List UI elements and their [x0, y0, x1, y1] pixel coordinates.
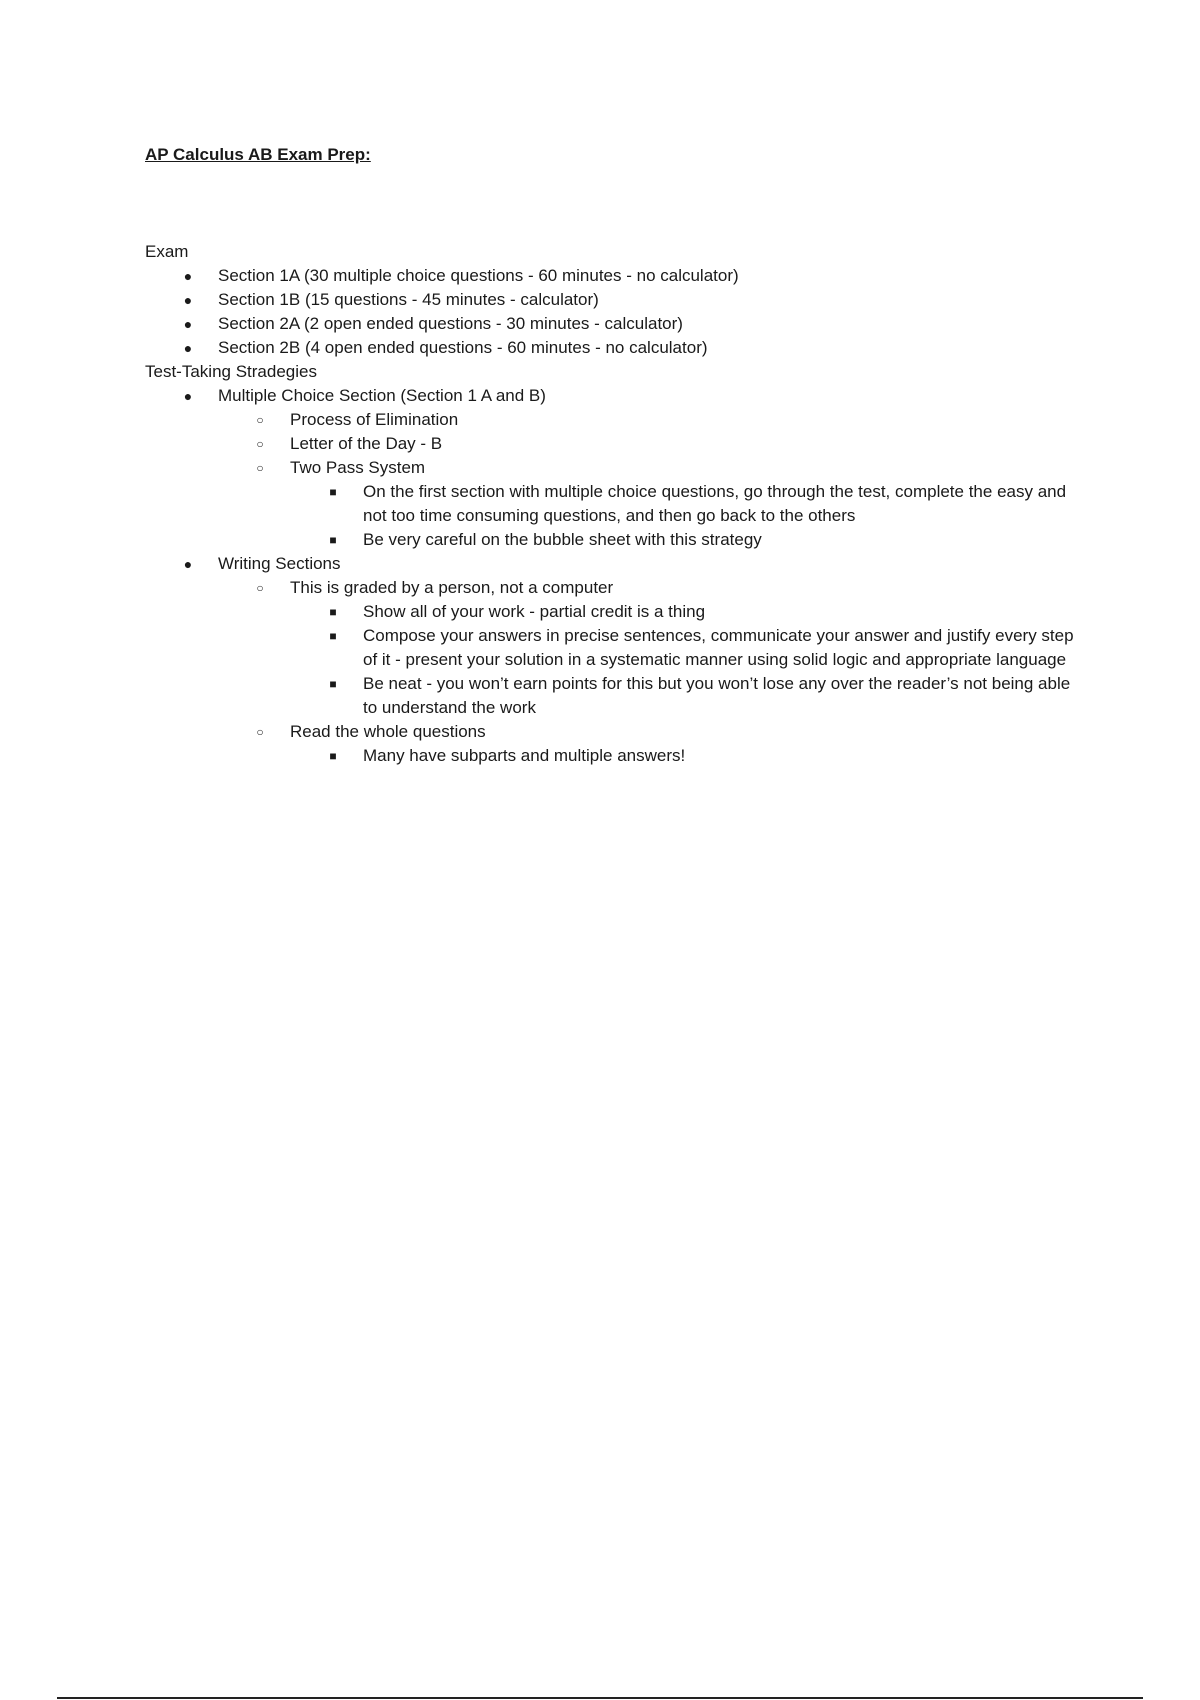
bullet-disc-icon: ●: [183, 316, 193, 332]
list-item: ■ Many have subparts and multiple answers!: [145, 744, 1085, 768]
strategies-list: [145, 384, 1085, 768]
list-item: ○ Read the whole questions: [145, 720, 1085, 744]
document-title: AP Calculus AB Exam Prep:: [145, 145, 371, 164]
list-item: ● Section 1A (30 multiple choice questions - 60 minutes - no calculator): [145, 264, 1085, 288]
list-item: ○ Process of Elimination: [145, 408, 1085, 432]
list-item: ○ This is graded by a person, not a computer: [145, 576, 1085, 600]
bullet-square-icon: ■: [329, 629, 337, 643]
exam-heading: Exam: [145, 242, 189, 261]
bullet-disc-icon: ●: [183, 292, 193, 308]
list-item: ■ Compose your answers in precise sentences, communicate your answer and justify every step of it - present your solution in a systematic manner using solid logic and appropriate language: [145, 624, 1085, 672]
list-item: ■ Be neat - you won’t earn points for this but you won’t lose any over the reader’s not being able to understand the work: [145, 672, 1085, 720]
bullet-circle-icon: ○: [256, 437, 264, 451]
strategies-heading: Test-Taking Stradegies: [145, 362, 317, 381]
bullet-square-icon: ■: [329, 485, 337, 499]
page-bottom-divider: [57, 1697, 1143, 1699]
list-item: ● Section 2A (2 open ended questions - 30 minutes - calculator): [145, 312, 1085, 336]
bullet-circle-icon: ○: [256, 725, 264, 739]
list-item: ■ On the first section with multiple choice questions, go through the test, complete the easy and not too time consuming questions, and then go back to the others: [145, 480, 1085, 528]
exam-list: [145, 264, 1085, 360]
list-item: ● Section 1B (15 questions - 45 minutes - calculator): [145, 288, 1085, 312]
bullet-square-icon: ■: [329, 533, 337, 547]
bullet-circle-icon: ○: [256, 581, 264, 595]
list-item: ● Writing Sections: [145, 552, 1085, 576]
list-item: ■ Show all of your work - partial credit is a thing: [145, 600, 1085, 624]
list-item: ○ Two Pass System: [145, 456, 1085, 480]
list-item: ● Multiple Choice Section (Section 1 A and B): [145, 384, 1085, 408]
bullet-square-icon: ■: [329, 605, 337, 619]
bullet-disc-icon: ●: [183, 388, 193, 404]
bullet-circle-icon: ○: [256, 413, 264, 427]
bullet-disc-icon: ●: [183, 340, 193, 356]
list-item: ○ Letter of the Day - B: [145, 432, 1085, 456]
list-item: ■ Be very careful on the bubble sheet with this strategy: [145, 528, 1085, 552]
bullet-circle-icon: ○: [256, 461, 264, 475]
bullet-square-icon: ■: [329, 677, 337, 691]
list-item: ● Section 2B (4 open ended questions - 60 minutes - no calculator): [145, 336, 1085, 360]
bullet-disc-icon: ●: [183, 268, 193, 284]
bullet-square-icon: ■: [329, 749, 337, 763]
bullet-disc-icon: ●: [183, 556, 193, 572]
document-body: [145, 240, 1085, 768]
